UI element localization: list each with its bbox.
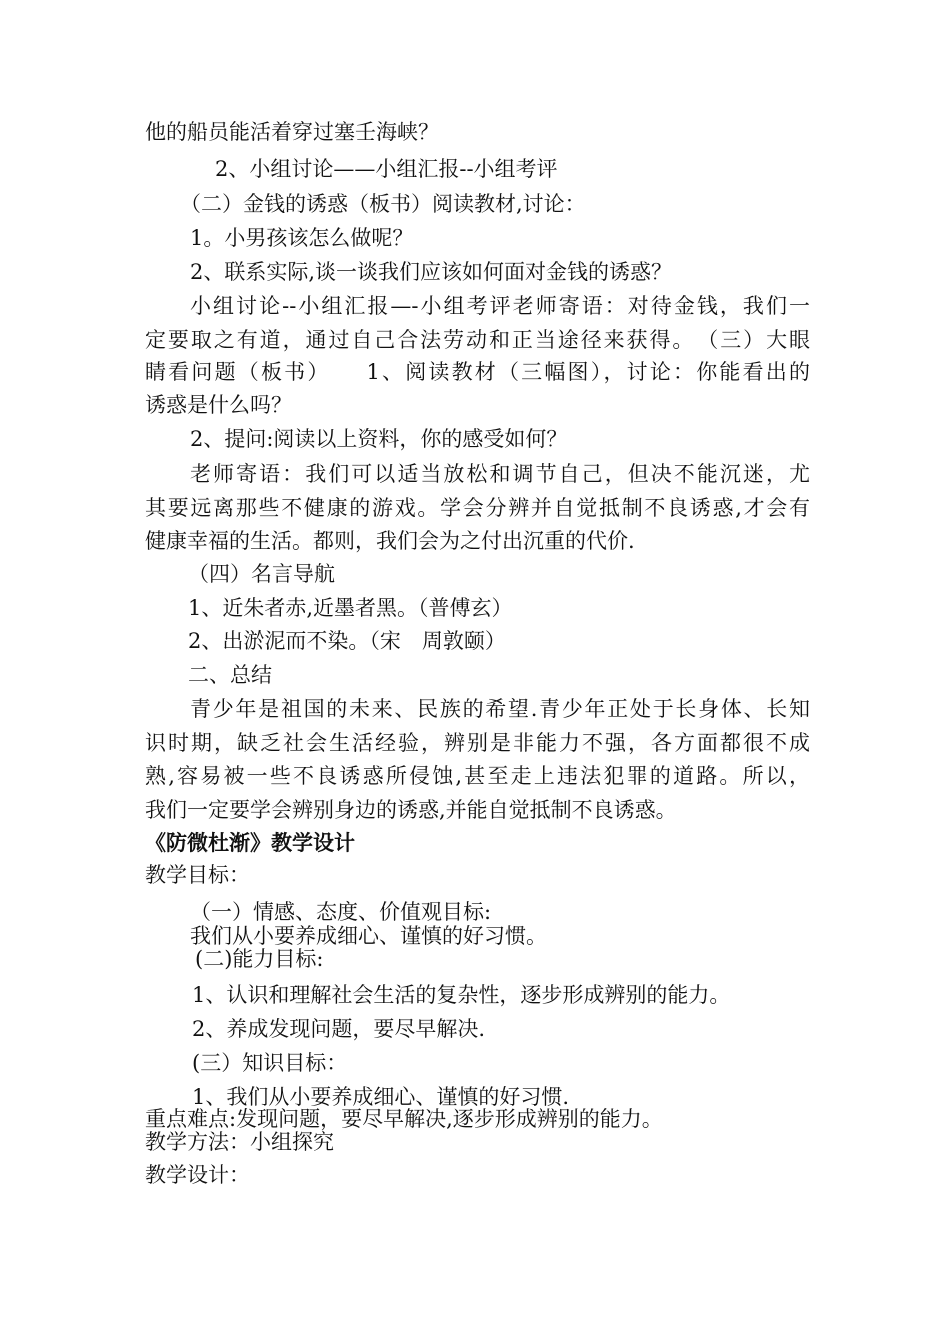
goal-knowledge-item-1: 1、我们从小要养成细心、谨慎的好习惯. — [192, 1085, 570, 1109]
quote-item-2: 2、出淤泥而不染。（宋 周敦颐） — [188, 629, 506, 653]
key-difficulty: 重点难点:发现问题，要尽早解决,逐步形成辨别的能力。 — [145, 1107, 663, 1131]
summary-line-3: 熟,容易被一些不良诱惑所侵蚀,甚至走上违法犯罪的道路。所以， — [145, 764, 810, 788]
goal-ability-item-2: 2、养成发现问题，要尽早解决. — [192, 1017, 486, 1041]
quote-item-1: 1、近朱者赤,近墨者黑。（普傅玄） — [188, 596, 513, 620]
summary-line-2: 识时期，缺乏社会生活经验，辨别是非能力不强，各方面都很不成 — [145, 731, 810, 755]
teaching-method: 教学方法：小组探究 — [145, 1130, 334, 1154]
text-line-big-eyes: 睛看问题（板书） 1、阅读教材（三幅图），讨论：你能看出的 — [145, 360, 810, 384]
section-heading-summary: 二、总结 — [188, 663, 272, 687]
summary-line-1: 青少年是祖国的未来、民族的希望.青少年正处于长身体、长知 — [190, 697, 810, 721]
goal-emotion-text: 我们从小要养成细心、谨慎的好习惯。 — [190, 924, 547, 948]
text-line-teacher-message-1: 小组讨论--小组汇报—-小组考评老师寄语：对待金钱，我们一 — [190, 294, 810, 318]
text-line-teacher-message-2: 定要取之有道，通过自己合法劳动和正当途径来获得。 （三）大眼 — [145, 328, 810, 352]
section-heading-money: （二）金钱的诱惑（板书）阅读教材,讨论： — [180, 192, 586, 216]
text-line-temptation-what: 诱惑是什么吗？ — [145, 393, 292, 417]
teaching-design-heading: 教学设计： — [145, 1163, 250, 1187]
text-line-ask-feelings: 2、提问:阅读以上资料，你的感受如何？ — [190, 427, 568, 451]
summary-line-4: 我们一定要学会辨别身边的诱惑,并能自觉抵制不良诱惑。 — [145, 798, 677, 822]
text-line-question-end: 他的船员能活着穿过塞壬海峡？ — [145, 120, 439, 144]
goal-heading-emotion: （一）情感、态度、价值观目标: — [190, 900, 492, 924]
teaching-goals-heading: 教学目标： — [145, 863, 250, 887]
goal-heading-ability: (二)能力目标: — [195, 947, 324, 971]
goal-heading-knowledge: (三）知识目标： — [192, 1051, 348, 1075]
text-line-teacher-advice-3: 健康幸福的生活。都则，我们会为之付出沉重的代价. — [145, 529, 635, 553]
text-line-group-discussion: 2、小组讨论——小组汇报--小组考评 — [215, 157, 558, 181]
goal-ability-item-1: 1、认识和理解社会生活的复杂性，逐步形成辨别的能力。 — [192, 983, 731, 1007]
section-heading-quotes: （四）名言导航 — [188, 562, 335, 586]
text-line-teacher-advice-1: 老师寄语：我们可以适当放松和调节自己，但决不能沉迷，尤 — [190, 462, 810, 486]
text-line-teacher-advice-2: 其要远离那些不健康的游戏。学会分辨并自觉抵制不良诱惑,才会有 — [145, 496, 810, 520]
text-line-face-money: 2、联系实际,谈一谈我们应该如何面对金钱的诱惑？ — [190, 260, 673, 284]
lesson-title: 《防微杜渐》教学设计 — [145, 830, 355, 855]
text-line-boy-question: 1。小男孩该怎么做呢？ — [190, 226, 414, 250]
